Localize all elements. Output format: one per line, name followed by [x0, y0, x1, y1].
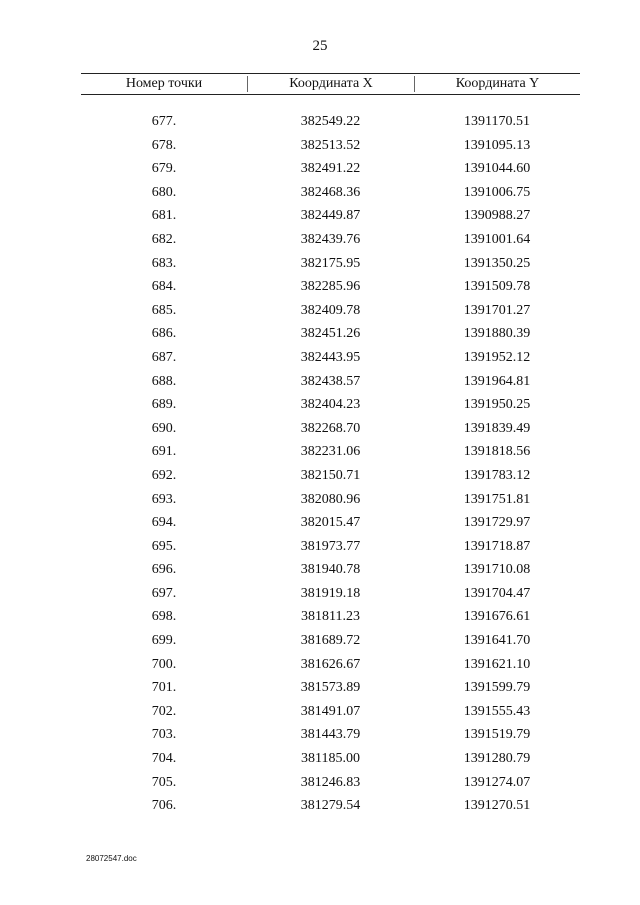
- table-row: [81, 488, 580, 512]
- table-row: [81, 723, 580, 747]
- cell-point-number: 694.: [151, 515, 177, 531]
- cell-coordinate-y: 1391280.79: [463, 751, 531, 767]
- cell-coordinate-y: 1391001.64: [463, 231, 531, 247]
- cell-coordinate-y: 1391676.61: [463, 609, 531, 625]
- table-row: [81, 110, 580, 134]
- table-row: [81, 393, 580, 417]
- cell-point-number: 693.: [151, 491, 177, 507]
- table-row: [81, 605, 580, 629]
- column-header-coordinate-x: Координата X: [289, 76, 373, 91]
- table-body: [81, 110, 580, 818]
- cell-coordinate-y: 1391718.87: [463, 538, 531, 554]
- cell-coordinate-y: 1391270.51: [463, 798, 531, 814]
- cell-point-number: 678.: [151, 137, 177, 153]
- cell-point-number: 683.: [151, 255, 177, 271]
- cell-coordinate-x: 381626.67: [300, 656, 361, 672]
- cell-coordinate-y: 1391350.25: [463, 255, 531, 271]
- cell-coordinate-y: 1391621.10: [463, 656, 531, 672]
- table-row: [81, 346, 580, 370]
- cell-coordinate-y: 1391704.47: [463, 585, 531, 601]
- cell-coordinate-x: 381246.83: [300, 774, 361, 790]
- table-header-rule: [81, 94, 580, 95]
- cell-point-number: 702.: [151, 703, 177, 719]
- table-row: [81, 181, 580, 205]
- table-row: [81, 322, 580, 346]
- cell-point-number: 691.: [151, 444, 177, 460]
- document-filename: 28072547.doc: [86, 854, 137, 863]
- column-header-coordinate-y: Координата Y: [455, 76, 540, 91]
- cell-coordinate-y: 1391006.75: [463, 184, 531, 200]
- cell-coordinate-x: 381919.18: [300, 585, 361, 601]
- table-row: [81, 582, 580, 606]
- cell-coordinate-x: 382231.06: [300, 444, 361, 460]
- cell-coordinate-x: 381940.78: [300, 562, 361, 578]
- cell-coordinate-x: 382451.26: [300, 326, 361, 342]
- cell-coordinate-y: 1391729.97: [463, 515, 531, 531]
- table-row: [81, 464, 580, 488]
- table-row: [81, 653, 580, 677]
- table-row: [81, 558, 580, 582]
- cell-coordinate-y: 1391710.08: [463, 562, 531, 578]
- cell-coordinate-x: 381689.72: [300, 633, 361, 649]
- table-row: [81, 676, 580, 700]
- cell-coordinate-x: 382468.36: [300, 184, 361, 200]
- cell-point-number: 699.: [151, 633, 177, 649]
- cell-coordinate-x: 381573.89: [300, 680, 361, 696]
- cell-coordinate-x: 381491.07: [300, 703, 361, 719]
- table-row: [81, 700, 580, 724]
- coordinates-table: [81, 73, 580, 818]
- cell-coordinate-x: 382438.57: [300, 373, 361, 389]
- page-number: 25: [312, 38, 328, 54]
- cell-coordinate-x: 382404.23: [300, 397, 361, 413]
- cell-coordinate-x: 382080.96: [300, 491, 361, 507]
- cell-coordinate-x: 382549.22: [300, 114, 361, 129]
- cell-coordinate-y: 1391170.51: [464, 114, 530, 129]
- cell-coordinate-y: 1391641.70: [463, 633, 531, 649]
- cell-coordinate-y: 1391751.81: [463, 491, 531, 507]
- cell-coordinate-y: 1391818.56: [463, 444, 531, 460]
- cell-coordinate-y: 1391783.12: [463, 467, 531, 483]
- cell-point-number: 679.: [151, 161, 177, 177]
- table-row: [81, 535, 580, 559]
- table-row: [81, 370, 580, 394]
- cell-point-number: 696.: [151, 562, 177, 578]
- cell-point-number: 704.: [151, 751, 177, 767]
- cell-coordinate-y: 1391555.43: [463, 703, 531, 719]
- cell-point-number: 680.: [151, 184, 177, 200]
- cell-point-number: 695.: [151, 538, 177, 554]
- table-row: [81, 629, 580, 653]
- cell-coordinate-y: 1391274.07: [463, 774, 531, 790]
- cell-coordinate-x: 382285.96: [300, 279, 361, 295]
- cell-point-number: 688.: [151, 373, 177, 389]
- cell-point-number: 701.: [151, 680, 177, 696]
- cell-coordinate-y: 1391839.49: [463, 420, 531, 436]
- cell-point-number: 684.: [151, 279, 177, 295]
- cell-coordinate-y: 1391701.27: [463, 302, 531, 318]
- table-row: [81, 157, 580, 181]
- cell-point-number: 685.: [151, 302, 177, 318]
- cell-coordinate-x: 381811.23: [301, 609, 360, 625]
- table-row: [81, 299, 580, 323]
- cell-coordinate-y: 1391599.79: [463, 680, 531, 696]
- cell-point-number: 687.: [151, 349, 177, 365]
- cell-coordinate-x: 381279.54: [300, 798, 361, 814]
- cell-point-number: 682.: [151, 231, 177, 247]
- cell-coordinate-y: 1390988.27: [463, 208, 531, 224]
- column-header-point-number: Номер точки: [125, 76, 203, 91]
- cell-coordinate-x: 382015.47: [300, 515, 361, 531]
- table-row: [81, 747, 580, 771]
- cell-coordinate-x: 382268.70: [300, 420, 361, 436]
- table-row: [81, 228, 580, 252]
- cell-coordinate-x: 382150.71: [300, 467, 361, 483]
- cell-point-number: 697.: [151, 585, 177, 601]
- table-row: [81, 794, 580, 818]
- cell-coordinate-x: 382175.95: [300, 255, 361, 271]
- cell-point-number: 698.: [151, 609, 177, 625]
- table-row: [81, 275, 580, 299]
- cell-coordinate-x: 381185.00: [301, 751, 360, 767]
- cell-point-number: 686.: [151, 326, 177, 342]
- cell-coordinate-y: 1391964.81: [463, 373, 531, 389]
- cell-point-number: 705.: [151, 774, 177, 790]
- table-row: [81, 134, 580, 158]
- table-header: [81, 74, 580, 94]
- cell-coordinate-y: 1391044.60: [463, 161, 531, 177]
- cell-coordinate-y: 1391095.13: [463, 137, 531, 153]
- table-row: [81, 417, 580, 441]
- cell-coordinate-x: 382443.95: [300, 349, 361, 365]
- cell-coordinate-y: 1391880.39: [463, 326, 531, 342]
- cell-point-number: 681.: [151, 208, 177, 224]
- table-row: [81, 204, 580, 228]
- cell-coordinate-x: 382449.87: [300, 208, 361, 224]
- cell-coordinate-x: 382513.52: [300, 137, 361, 153]
- table-row: [81, 511, 580, 535]
- cell-coordinate-x: 381443.79: [300, 727, 361, 743]
- cell-point-number: 690.: [151, 420, 177, 436]
- cell-coordinate-x: 382439.76: [300, 231, 361, 247]
- cell-point-number: 692.: [151, 467, 177, 483]
- cell-coordinate-y: 1391509.78: [463, 279, 531, 295]
- cell-point-number: 689.: [151, 397, 177, 413]
- table-row: [81, 771, 580, 795]
- cell-coordinate-x: 381973.77: [300, 538, 361, 554]
- cell-point-number: 703.: [151, 727, 177, 743]
- table-row: [81, 440, 580, 464]
- cell-point-number: 706.: [151, 798, 177, 814]
- cell-coordinate-x: 382409.78: [300, 302, 361, 318]
- cell-coordinate-y: 1391519.79: [463, 727, 531, 743]
- table-row: [81, 252, 580, 276]
- cell-point-number: 700.: [151, 656, 177, 672]
- cell-coordinate-x: 382491.22: [300, 161, 361, 177]
- cell-point-number: 677.: [151, 114, 177, 129]
- cell-coordinate-y: 1391952.12: [463, 349, 531, 365]
- cell-coordinate-y: 1391950.25: [463, 397, 531, 413]
